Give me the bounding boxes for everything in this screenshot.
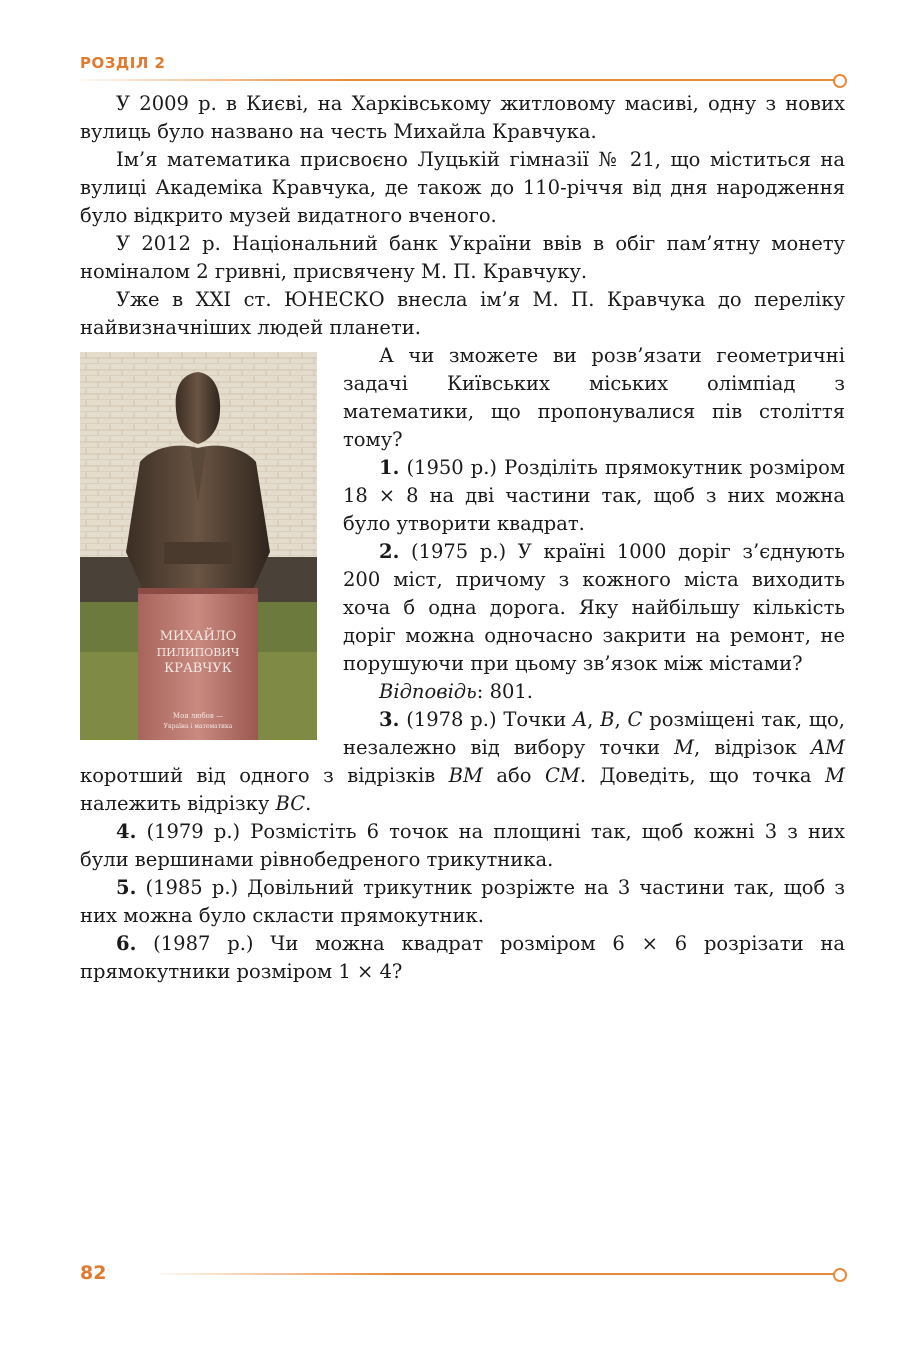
- paragraph: Уже в XXI ст. ЮНЕСКО внесла ім’я М. П. Кравчука до переліку найвизначніших людей планети.: [80, 288, 845, 339]
- problem-number: 2.: [379, 540, 400, 563]
- problem-text: .: [305, 792, 312, 815]
- problem-5: [80, 874, 845, 930]
- math-var: AM: [810, 736, 845, 759]
- problem-text: або: [482, 764, 546, 787]
- header-rule: [80, 79, 835, 81]
- problem-text: (1987 р.) Чи можна квадрат розміром 6 × 6 розрізати на прямокутники розміром 1 × 4?: [80, 932, 845, 983]
- math-var: A: [573, 708, 588, 731]
- problem-text: (1985 р.) Довільний трикутник розріжте на 3 частини так, щоб з них можна було скласти прямокутник.: [80, 876, 846, 927]
- page-number: 82: [80, 1262, 107, 1284]
- problem-text: ,: [587, 708, 601, 731]
- paragraph: У 2012 р. Національний банк України ввів в обіг пам’ятну монету номіналом 2 гривні, присвячену М. П. Кравчуку.: [80, 232, 845, 283]
- problem-text: належить відрізку: [80, 792, 276, 815]
- problem-text: (1978 р.) Точки: [406, 708, 574, 731]
- problem-number: 6.: [116, 932, 137, 955]
- math-var: B: [600, 708, 615, 731]
- answer-label: Відповідь: [379, 680, 477, 703]
- problem-text: (1975 р.) У країні 1000 доріг з’єднують 200 міст, причому з кожного міста виходить хоча б одна дорога. Яку найбільшу кількість доріг можна одночасно закрити на ремонт, не порушуючи при цьому зв’язок між містами?: [343, 540, 845, 675]
- math-var: M: [674, 736, 695, 759]
- problem-text: розміщені так, що, незалежно від вибору точки: [343, 708, 845, 759]
- paragraph: У 2009 р. в Києві, на Харківському житловому масиві, одну з нових вулиць було названо на честь Михайла Кравчука.: [80, 92, 845, 143]
- pedestal-line-3: КРАВЧУК: [164, 661, 232, 676]
- footer-rule-endpoint: [833, 1268, 847, 1282]
- paragraph: Ім’я математика присвоєно Луцькій гімназії № 21, що міститься на вулиці Академіка Кравчука, де також до 110-річчя від дня народження було відкрито музей видатного вченого.: [80, 148, 845, 227]
- problem-number: 3.: [379, 708, 400, 731]
- problem-text: (1950 р.) Розділіть прямокутник розміром 18 × 8 на дві частини так, щоб з них можна було утворити квадрат.: [343, 456, 845, 535]
- math-var: C: [627, 708, 643, 731]
- problem-6: [80, 930, 845, 986]
- problem-number: 5.: [116, 876, 137, 899]
- problem-text: , відрізок: [694, 736, 811, 759]
- section-label: РОЗДІЛ 2: [80, 54, 166, 72]
- pedestal-motto-1: Моя любов —: [172, 712, 224, 720]
- pedestal-motto-2: Україна і математика: [163, 723, 233, 730]
- problem-text: (1979 р.) Розмістіть 6 точок на площині так, щоб кожні 3 з них були вершинами рівнобедреного трикутника.: [80, 820, 846, 871]
- answer-value: : 801.: [476, 680, 533, 703]
- pedestal-line-1: МИХАЙЛО: [159, 629, 237, 644]
- math-var: BC: [275, 792, 306, 815]
- header-rule-endpoint: [833, 74, 847, 88]
- math-var: CM: [545, 764, 580, 787]
- pedestal-line-2: ПИЛИПОВИЧ: [156, 646, 240, 659]
- problem-text: ,: [614, 708, 628, 731]
- problem-number: 1.: [379, 456, 400, 479]
- problems-intro: А чи зможете ви розв’язати геометричні задачі Київських міських олімпіад з математики, що пропонувалися пів століття тому?: [343, 344, 845, 451]
- kravchuk-monument-photo: [80, 352, 317, 740]
- problem-text: . Доведіть, що точка: [579, 764, 826, 787]
- math-var: BM: [448, 764, 483, 787]
- problem-text: коротший від одного з відрізків: [80, 764, 449, 787]
- math-var: M: [825, 764, 845, 787]
- problem-number: 4.: [116, 820, 137, 843]
- page-body: [80, 90, 845, 986]
- footer-rule: [160, 1273, 835, 1275]
- problem-4: [80, 818, 845, 874]
